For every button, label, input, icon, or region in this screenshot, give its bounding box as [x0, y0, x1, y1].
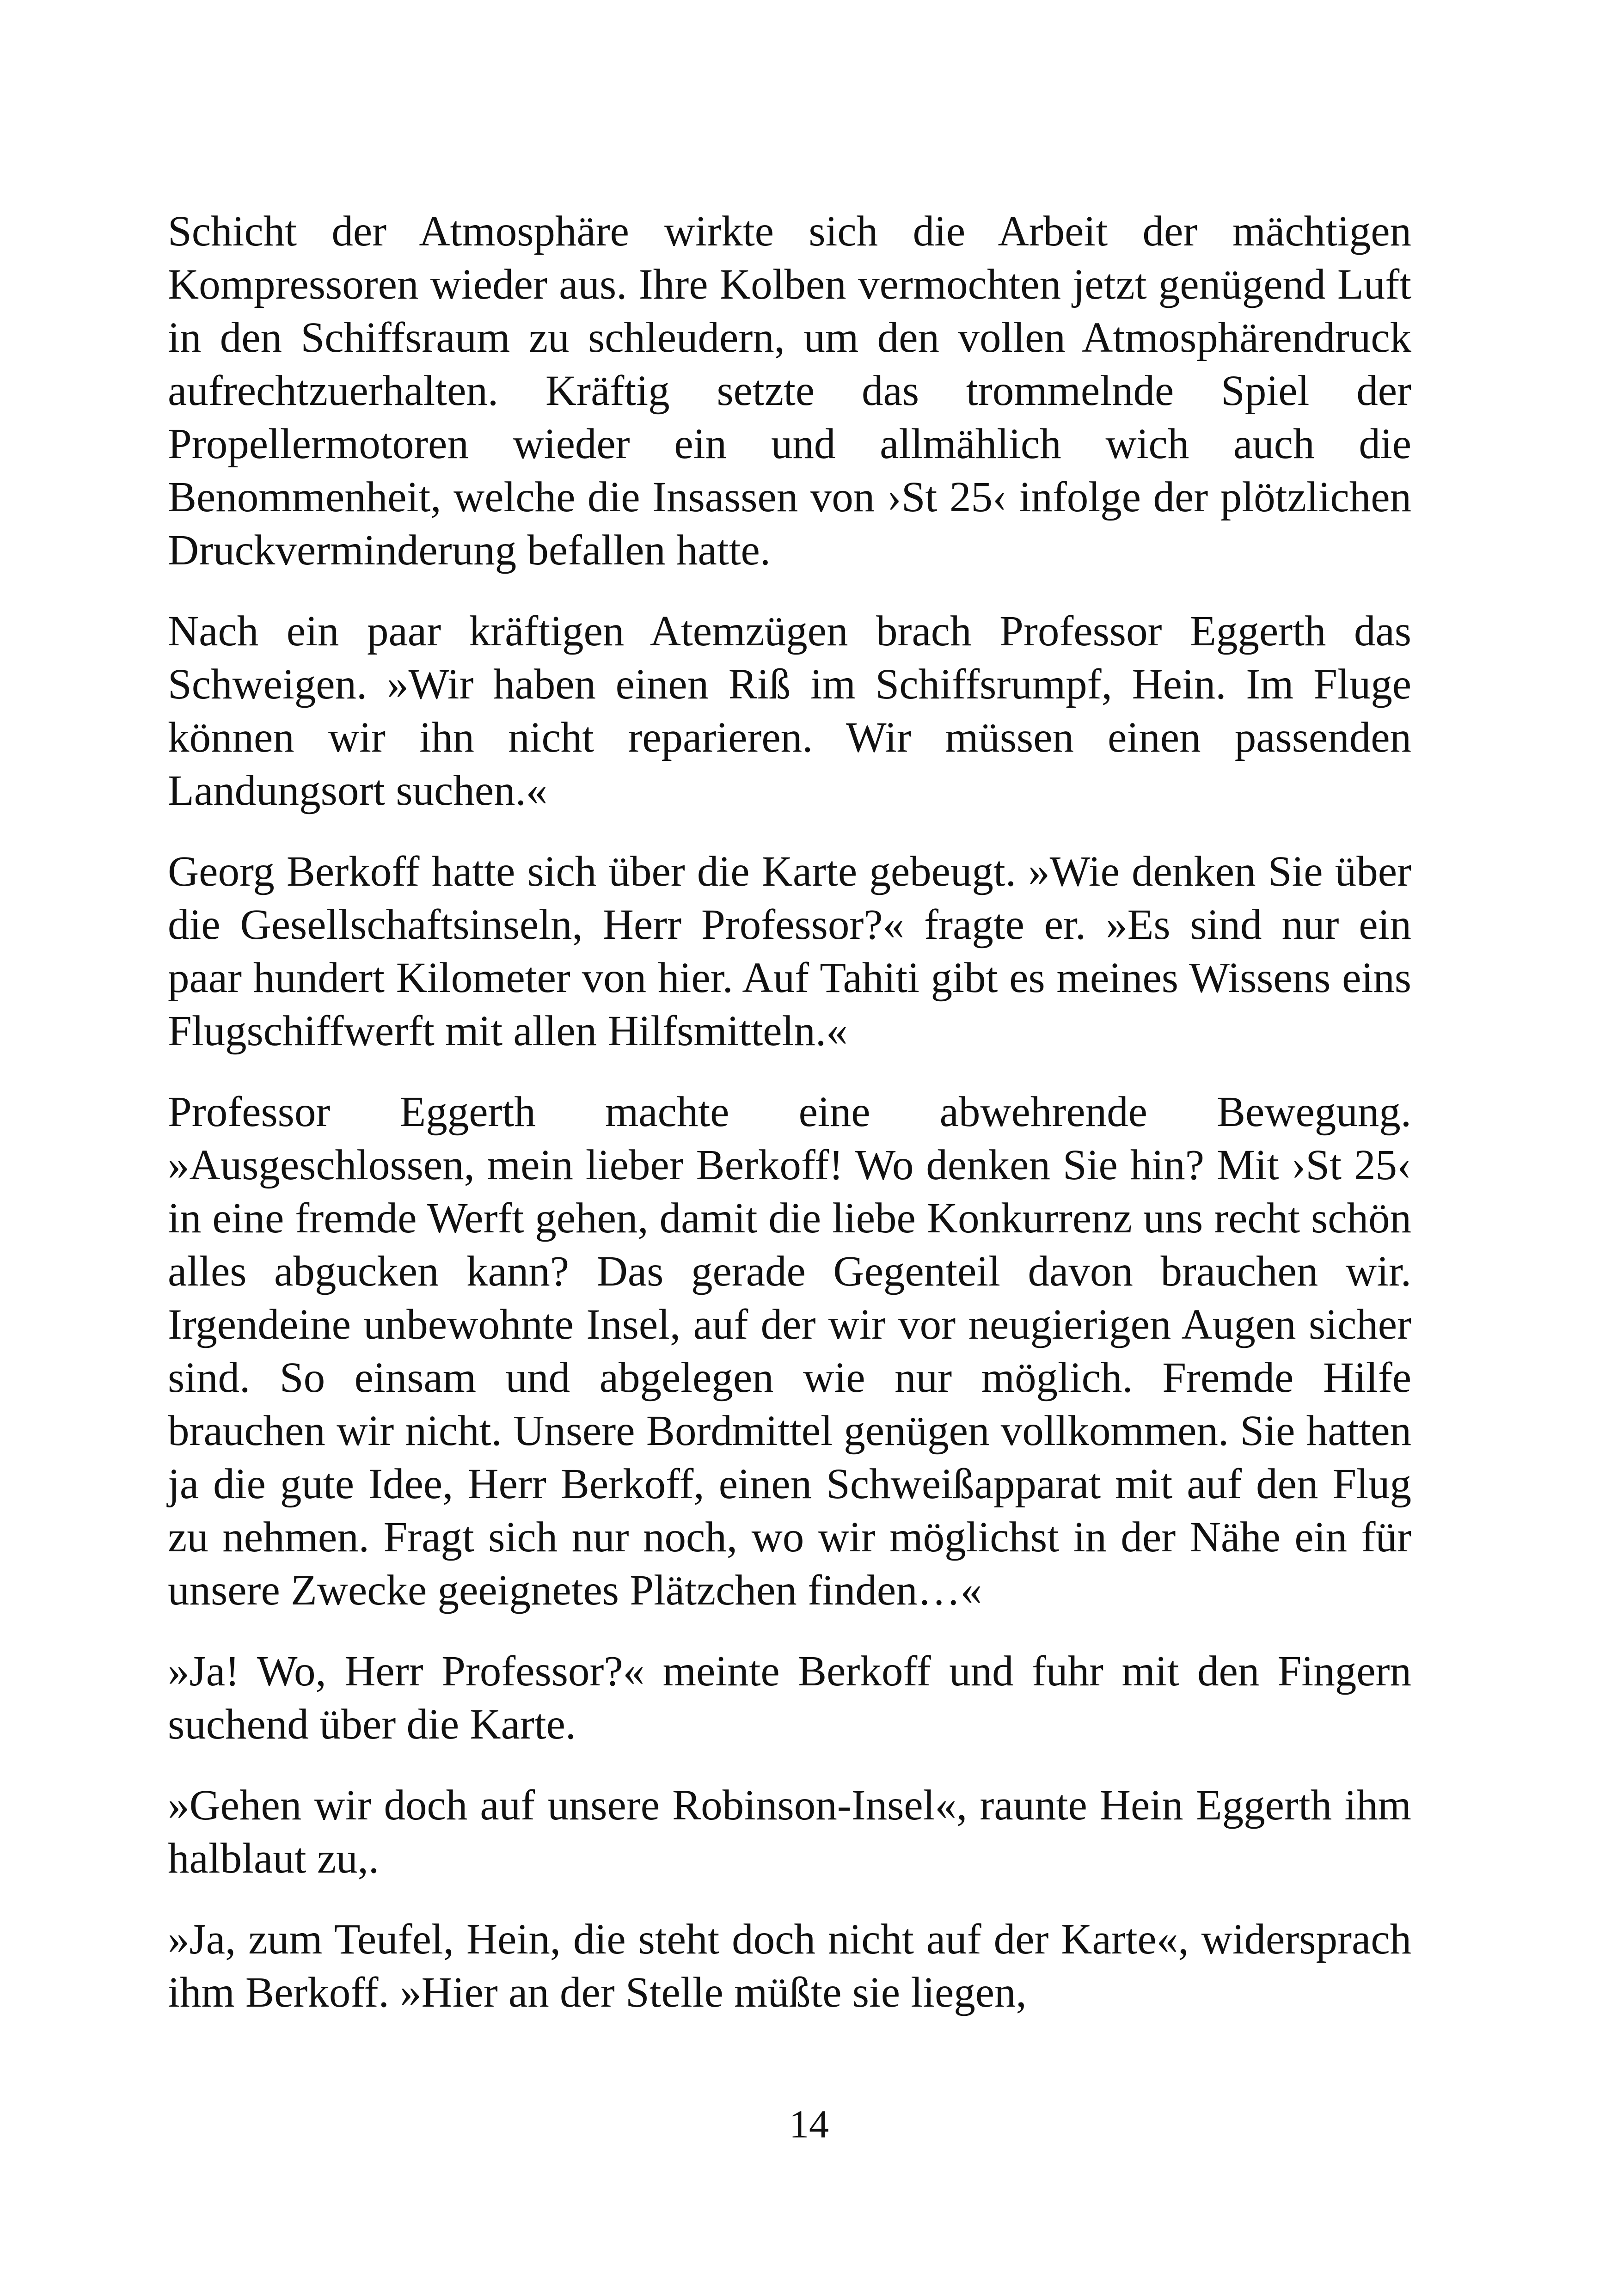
body-text — [168, 205, 1411, 2019]
paragraph-5: »Ja! Wo, Herr Professor?« meinte Berkoff und fuhr mit den Fingern suchend über die Karte. — [168, 1647, 1411, 1748]
paragraph-1: Schicht der Atmosphäre wirkte sich die Arbeit der mächtigen Kompressoren wieder aus. Ihre Kolben vermochten jetzt genügend Luft in den Schiffsraum zu schleudern, um den vollen Atmosphärendruck aufrechtzuerhalten. Kräftig setzte das trommelnde Spiel der Propellermotoren wieder ein und allmählich wich auch die Benommenheit, welche die Insassen von ›St 25‹ infolge der plötzlichen Druckverminderung befallen hatte. — [168, 208, 1411, 574]
paragraph-4: Professor Eggerth machte eine abwehrende Bewegung. »Ausgeschlossen, mein lieber Berkoff! Wo denken Sie hin? Mit ›St 25‹ in eine fremde Werft gehen, damit die liebe Konkurrenz uns recht schön alles abgucken kann? Das gerade Gegenteil davon brauchen wir. Irgendeine unbewohnte Insel, auf der wir vor neugierigen Augen sicher sind. So einsam und abgelegen wie nur möglich. Fremde Hilfe brauchen wir nicht. Unsere Bordmittel genügen vollkommen. Sie hatten ja die gute Idee, Herr Berkoff, einen Schweißapparat mit auf den Flug zu nehmen. Fragt sich nur noch, wo wir möglichst in der Nähe ein für unsere Zwecke geeignetes Plätzchen finden…« — [168, 1088, 1411, 1614]
paragraph-7: »Ja, zum Teufel, Hein, die steht doch nicht auf der Karte«, widersprach ihm Berkoff. »Hier an der Stelle müßte sie liegen, — [168, 1916, 1411, 2016]
paragraph-6: »Gehen wir doch auf unsere Robinson-Insel«, raunte Hein Eggerth ihm halblaut zu,. — [168, 1782, 1411, 1882]
paragraph-2: Nach ein paar kräftigen Atemzügen brach Professor Eggerth das Schweigen. »Wir haben einen Riß im Schiffsrumpf, Hein. Im Fluge können wir ihn nicht reparieren. Wir müssen einen passenden Landungsort suchen.« — [168, 607, 1411, 814]
paragraph-3: Georg Berkoff hatte sich über die Karte gebeugt. »Wie denken Sie über die Gesellschaftsinseln, Herr Professor?« fragte er. »Es sind nur ein paar hundert Kilometer von hier. Auf Tahiti gibt es meines Wissens eins Flugschiffwerft mit allen Hilfsmitteln.« — [168, 848, 1411, 1055]
page-number: 14 — [789, 2102, 829, 2146]
